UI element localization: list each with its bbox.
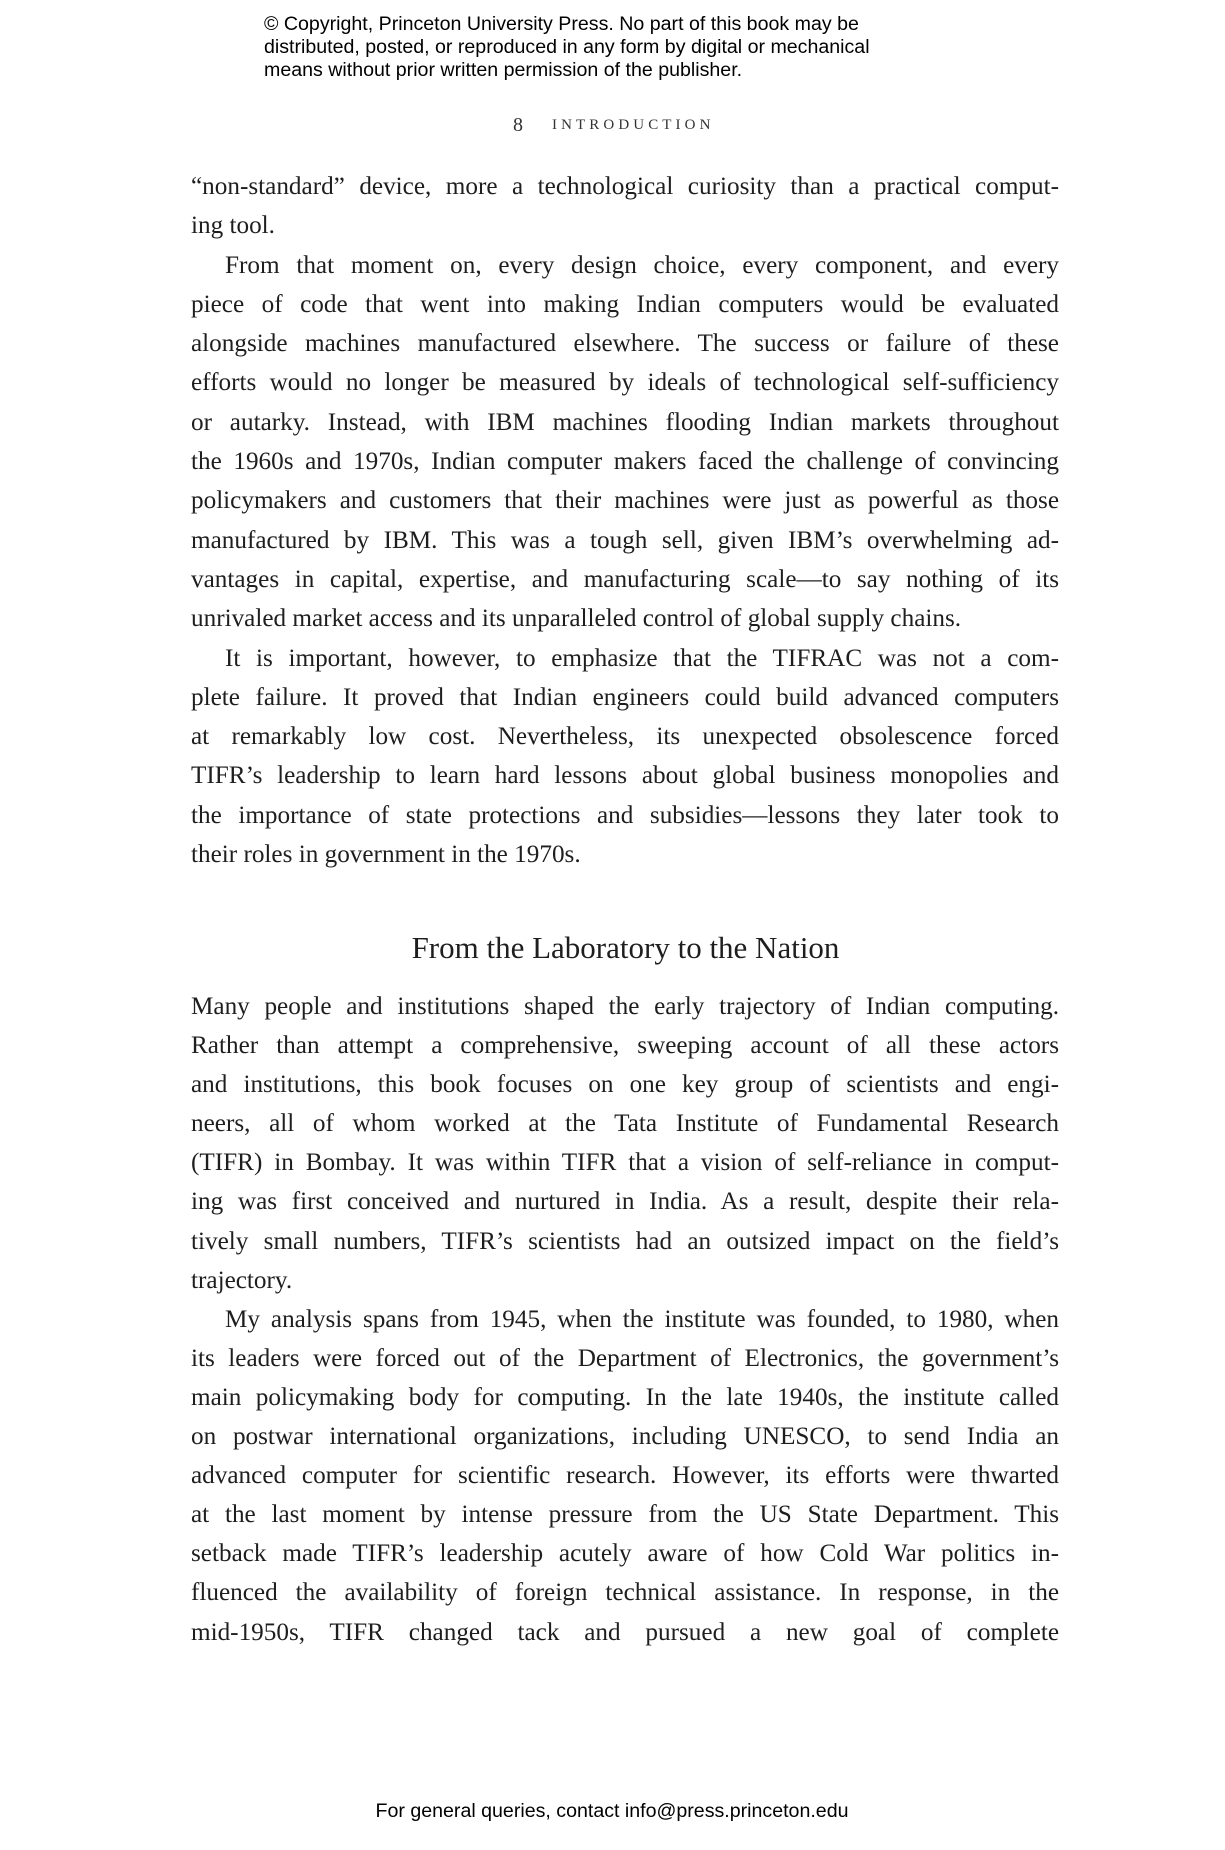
text-line: trajectory.	[191, 1266, 293, 1294]
text-line: Rather than attempt a comprehensive, sweeping account of all these actors	[191, 1032, 1059, 1060]
text-line: on postwar international organizations, including UNESCO, to send India an	[191, 1423, 1059, 1451]
text-line: It is important, however, to emphasize that the TIFRAC was not a com-	[225, 644, 1059, 672]
page-number: 8	[513, 114, 523, 136]
text-line: ing was first conceived and nurtured in India. As a result, despite their rela-	[191, 1188, 1059, 1216]
paragraph	[191, 987, 1059, 1300]
copyright-notice-line: distributed, posted, or reproduced in any form by digital or mechanical	[264, 36, 870, 58]
paragraph	[191, 639, 1059, 875]
text-line: setback made TIFR’s leadership acutely aware of how Cold War politics in-	[191, 1540, 1059, 1568]
text-line: the 1960s and 1970s, Indian computer makers faced the challenge of convincing	[191, 448, 1059, 476]
text-line: My analysis spans from 1945, when the institute was founded, to 1980, when	[225, 1305, 1059, 1333]
paragraph	[191, 246, 1059, 639]
text-line: at remarkably low cost. Nevertheless, its unexpected obsolescence forced	[191, 723, 1059, 751]
text-line: mid-1950s, TIFR changed tack and pursued a new goal of complete	[191, 1618, 1059, 1646]
text-line: and institutions, this book focuses on one key group of scientists and engi-	[191, 1071, 1059, 1099]
body-text-top	[191, 167, 1059, 874]
text-line: neers, all of whom worked at the Tata Institute of Fundamental Research	[191, 1110, 1059, 1138]
text-line: unrivaled market access and its unparalleled control of global supply chains.	[191, 605, 962, 633]
text-line: efforts would no longer be measured by ideals of technological self-sufficiency	[191, 369, 1059, 397]
text-line: the importance of state protections and subsidies—lessons they later took to	[191, 801, 1059, 829]
text-line: tively small numbers, TIFR’s scientists had an outsized impact on the field’s	[191, 1227, 1059, 1255]
text-line: “non-standard” device, more a technological curiosity than a practical comput-	[191, 173, 1059, 200]
copyright-notice	[264, 13, 984, 82]
text-line: its leaders were forced out of the Department of Electronics, the government’s	[191, 1344, 1059, 1372]
copyright-notice-line: means without prior written permission of the publisher.	[264, 59, 743, 81]
text-line: ing tool.	[191, 212, 275, 240]
copyright-notice-line: © Copyright, Princeton University Press. No part of this book may be	[264, 13, 859, 35]
text-line: their roles in government in the 1970s.	[191, 841, 581, 869]
text-line: TIFR’s leadership to learn hard lessons about global business monopolies and	[191, 762, 1059, 790]
text-line: (TIFR) in Bombay. It was within TIFR that a vision of self-reliance in comput-	[191, 1149, 1059, 1177]
text-line: fluenced the availability of foreign technical assistance. In response, in the	[191, 1579, 1059, 1607]
text-line: piece of code that went into making Indian computers would be evaluated	[191, 290, 1059, 318]
text-line: at the last moment by intense pressure from the US State Department. This	[191, 1501, 1059, 1529]
chapter-title: INTRODUCTION	[552, 117, 715, 133]
footer-contact: For general queries, contact info@press.princeton.edu	[375, 1800, 849, 1822]
text-line: advanced computer for scientific research. However, its efforts were thwarted	[191, 1462, 1059, 1490]
body-text-bottom	[191, 987, 1059, 1652]
text-line: manufactured by IBM. This was a tough sell, given IBM’s overwhelming ad-	[191, 526, 1059, 554]
text-line: or autarky. Instead, with IBM machines flooding Indian markets throughout	[191, 408, 1059, 436]
text-line: From that moment on, every design choice, every component, and every	[225, 251, 1059, 279]
text-line: alongside machines manufactured elsewhere. The success or failure of these	[191, 330, 1059, 358]
text-line: Many people and institutions shaped the early trajectory of Indian computing.	[191, 993, 1059, 1020]
text-line: policymakers and customers that their machines were just as powerful as those	[191, 487, 1059, 515]
section-heading: From the Laboratory to the Nation	[411, 930, 840, 965]
paragraph	[191, 1300, 1059, 1652]
text-line: main policymaking body for computing. In the late 1940s, the institute called	[191, 1383, 1059, 1411]
paragraph	[191, 167, 1059, 246]
text-line: vantages in capital, expertise, and manufacturing scale—to say nothing of its	[191, 565, 1059, 593]
text-line: plete failure. It proved that Indian engineers could build advanced computers	[191, 683, 1059, 711]
